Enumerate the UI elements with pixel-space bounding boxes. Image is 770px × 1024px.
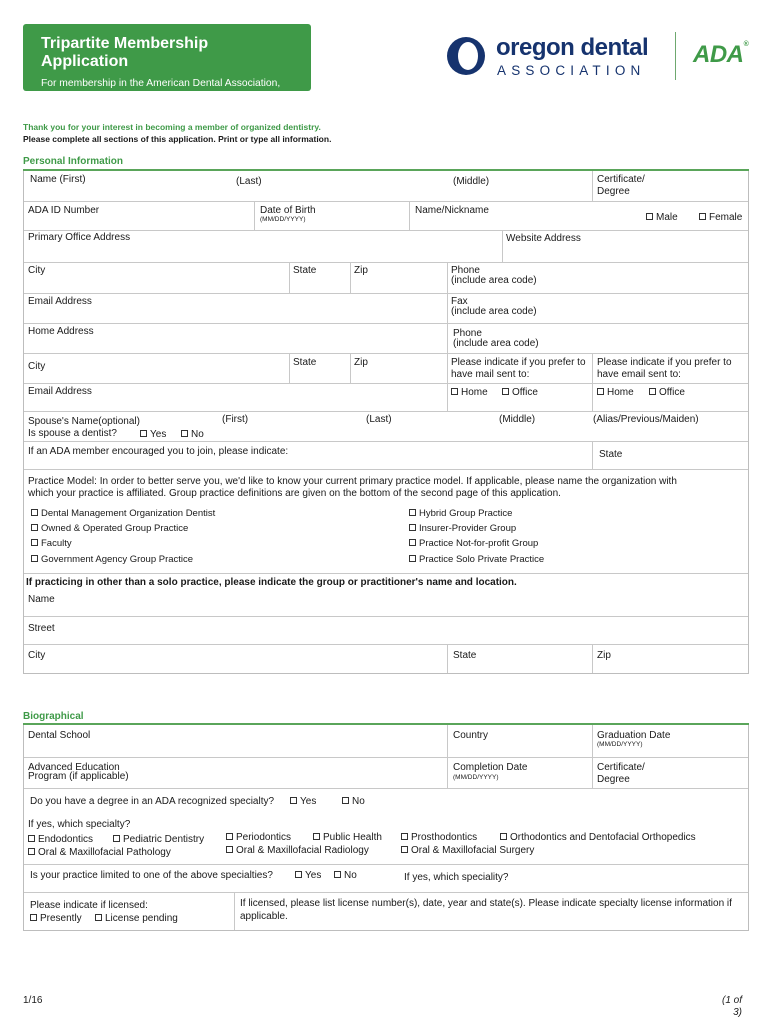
middle-name-label: (Middle) — [453, 176, 490, 187]
referral-label: If an ADA member encouraged you to join, please indicate: — [28, 446, 289, 457]
specialty-yes-option[interactable] — [290, 796, 316, 808]
which-speciality-label: If yes, which speciality? — [404, 872, 509, 883]
specialty-label: Oral & Maxillofacial Surgery — [411, 845, 535, 856]
oda-logo-icon — [446, 36, 486, 76]
specialty-label: Oral & Maxillofacial Radiology — [236, 845, 369, 856]
specialty-question: Do you have a degree in an ADA recognized specialty? — [30, 796, 275, 807]
mail-pref-options — [447, 384, 538, 411]
zip-label: Zip — [354, 265, 368, 276]
practice-option-government[interactable] — [31, 554, 193, 566]
fax-cell[interactable] — [447, 294, 537, 323]
form-code: 1/16 — [23, 995, 43, 1006]
practice-model-intro-2: which your practice is affiliated. Group practice definitions are given on the bottom of the second page of this application. — [28, 488, 561, 499]
dental-school-row[interactable] — [24, 725, 748, 757]
no-label: No — [191, 429, 204, 440]
limited-yes-option[interactable] — [295, 870, 321, 882]
yes-label: Yes — [305, 870, 322, 881]
specialty-label: Periodontics — [236, 832, 292, 843]
spec-orthodontics[interactable] — [500, 832, 696, 844]
subtitle-line: Oregon Dental Association and local dental societies — [41, 104, 281, 115]
group-name-label: Name — [28, 594, 55, 605]
checkbox-icon — [290, 797, 297, 804]
yes-label: Yes — [300, 796, 317, 807]
checkbox-icon — [31, 539, 38, 546]
header-banner — [23, 24, 311, 115]
state-label: State — [453, 650, 477, 661]
street-label: Street — [28, 623, 55, 634]
zip-label: Zip — [597, 650, 611, 661]
spouse-no-option[interactable] — [181, 429, 204, 441]
city-label: City — [28, 650, 46, 661]
ada-logo — [693, 41, 748, 69]
spec-pediatric[interactable] — [113, 834, 204, 846]
degree-label: Degree — [597, 774, 630, 785]
email-pref-cell — [592, 354, 732, 383]
practice-option-label: Insurer-Provider Group — [419, 523, 517, 534]
group-street-row[interactable] — [24, 616, 748, 644]
license-row[interactable] — [24, 892, 748, 930]
practice-option-dmo[interactable] — [31, 508, 215, 520]
office-address-row[interactable] — [24, 230, 748, 262]
practice-option-label: Practice Not-for-profit Group — [419, 538, 539, 549]
checkbox-icon — [28, 848, 35, 855]
home-label: Home — [461, 387, 488, 398]
practice-option-label: Government Agency Group Practice — [41, 554, 194, 565]
dob-cell[interactable] — [254, 202, 316, 230]
checkbox-icon — [181, 430, 188, 437]
checkbox-icon — [140, 430, 147, 437]
email-preference-label-2: have email sent to: — [597, 369, 681, 380]
biographical-form — [23, 725, 749, 931]
zip-cell[interactable] — [350, 354, 368, 383]
home-address-label: Home Address — [28, 326, 94, 337]
which-specialty-label: If yes, which specialty? — [28, 819, 131, 830]
page-number-line: (1 of — [722, 995, 743, 1006]
spec-periodontics[interactable] — [226, 832, 291, 844]
specialty-no-option[interactable] — [342, 796, 365, 808]
logo-divider — [675, 32, 676, 80]
checkbox-icon — [401, 846, 408, 853]
specialty-label: Prosthodontics — [411, 832, 478, 843]
spec-public-health[interactable] — [313, 832, 382, 844]
group-practice-instruction: If practicing in other than a solo practice, please indicate the group or practitioner's name and location. — [26, 577, 517, 588]
fax-label: Fax — [451, 296, 468, 307]
spec-endodontics[interactable] — [28, 834, 93, 846]
license-presently-option[interactable] — [30, 913, 82, 925]
intro-instructions: Please complete all sections of this application. Print or type all information. — [23, 134, 332, 144]
checkbox-icon — [597, 388, 604, 395]
checkbox-icon — [646, 213, 653, 220]
state-cell[interactable] — [289, 354, 317, 383]
male-label: Male — [656, 212, 678, 223]
degree-label: Degree — [597, 186, 630, 197]
advanced-education-row[interactable] — [24, 757, 748, 788]
spouse-middle-label: (Middle) — [499, 414, 536, 425]
practice-model-row — [24, 469, 748, 573]
page-number-line: 3) — [733, 1007, 743, 1018]
phone-label: Phone — [453, 328, 482, 339]
office-label: Office — [512, 387, 538, 398]
zip-cell[interactable] — [350, 263, 368, 293]
limited-practice-row — [24, 864, 748, 892]
home-address-row[interactable] — [24, 323, 748, 353]
website-cell[interactable] — [502, 231, 581, 262]
bio-certificate-cell[interactable] — [592, 758, 645, 788]
checkbox-icon — [28, 835, 35, 842]
referral-row[interactable] — [24, 441, 748, 469]
graduation-cell[interactable] — [592, 725, 671, 757]
intro-text — [23, 121, 331, 145]
license-list-cell[interactable] — [234, 893, 732, 930]
certificate-label: Certificate/ — [597, 762, 645, 773]
completion-cell[interactable] — [447, 758, 528, 788]
checkbox-icon — [31, 524, 38, 531]
practice-option-label: Dental Management Organization Dentist — [41, 508, 216, 519]
subtitle-line: For membership in the American Dental Association, the — [41, 78, 281, 102]
limited-practice-question: Is your practice limited to one of the above specialties? — [30, 870, 273, 881]
checkbox-icon — [409, 509, 416, 516]
practice-option-label: Hybrid Group Practice — [419, 508, 513, 519]
checkbox-icon — [409, 539, 416, 546]
ada-id-label: ADA ID Number — [28, 205, 100, 216]
advanced-education-label: Advanced Education — [28, 762, 120, 773]
spouse-row[interactable] — [24, 411, 748, 441]
mail-home-option[interactable] — [451, 387, 488, 399]
personal-info-form — [23, 171, 749, 674]
practice-option-solo[interactable] — [409, 554, 544, 566]
license-list-instruction-2: applicable. — [240, 911, 288, 922]
office-label: Office — [659, 387, 685, 398]
no-label: No — [352, 796, 365, 807]
female-label: Female — [709, 212, 743, 223]
specialty-label: Oral & Maxillofacial Pathology — [38, 847, 171, 858]
country-label: Country — [453, 730, 489, 741]
practice-option-owned[interactable] — [31, 523, 188, 535]
checkbox-icon — [502, 388, 509, 395]
checkbox-icon — [451, 388, 458, 395]
female-option[interactable] — [699, 212, 742, 224]
checkbox-icon — [31, 555, 38, 562]
specialty-label: Public Health — [323, 832, 382, 843]
ada-id-row[interactable] — [24, 201, 748, 230]
completion-date-label: Completion Date — [453, 762, 528, 773]
mail-office-option[interactable] — [502, 387, 538, 399]
name-row[interactable] — [24, 171, 748, 201]
checkbox-icon — [699, 213, 706, 220]
email-home-option[interactable] — [597, 387, 634, 399]
home-label: Home — [607, 387, 634, 398]
phone-cell[interactable] — [447, 263, 537, 293]
presently-label: Presently — [40, 913, 82, 924]
spouse-name-label: Spouse's Name(optional) — [28, 416, 140, 427]
practice-option-label: Practice Solo Private Practice — [419, 554, 545, 565]
limited-no-option[interactable] — [334, 870, 357, 882]
nickname-cell[interactable] — [409, 202, 489, 230]
practice-option-label: Owned & Operated Group Practice — [41, 523, 189, 534]
practice-option-hybrid[interactable] — [409, 508, 512, 520]
country-cell[interactable] — [447, 725, 489, 757]
specialty-label: Endodontics — [38, 834, 94, 845]
practice-option-insurer[interactable] — [409, 523, 516, 535]
mail-preference-label: Please indicate if you prefer to — [451, 357, 586, 368]
oda-logo-name: oregon dental — [496, 34, 649, 61]
certificate-label: Certificate/ — [597, 174, 645, 185]
checkbox-icon — [226, 833, 233, 840]
spec-oral-surgery[interactable] — [401, 845, 534, 857]
dob-label: Date of Birth — [260, 205, 316, 216]
home-email-row[interactable] — [24, 383, 748, 411]
checkbox-icon — [342, 797, 349, 804]
section-biographical-heading: Biographical — [23, 711, 84, 722]
spouse-dentist-label: Is spouse a dentist? — [28, 428, 117, 439]
area-code-hint: (include area code) — [453, 338, 539, 349]
licensed-label: Please indicate if licensed: — [30, 900, 148, 911]
oda-logo-association: ASSOCIATION — [497, 63, 646, 78]
referral-state-cell[interactable] — [592, 442, 623, 469]
state-cell[interactable] — [289, 263, 317, 293]
nickname-label: Name/Nickname — [415, 205, 489, 216]
zip-cell[interactable] — [592, 645, 611, 673]
practice-option-label: Faculty — [41, 538, 72, 549]
mail-preference-label-2: have mail sent to: — [451, 369, 530, 380]
checkbox-icon — [500, 833, 507, 840]
advanced-education-label-2: Program (if applicable) — [28, 771, 129, 782]
home-city-row[interactable] — [24, 353, 748, 383]
state-label: State — [293, 357, 317, 368]
male-option[interactable] — [646, 212, 678, 224]
checkbox-icon — [409, 524, 416, 531]
group-name-row[interactable] — [24, 573, 748, 616]
date-format: (MM/DD/YYYY) — [597, 741, 643, 748]
area-code-hint: (include area code) — [451, 275, 537, 286]
office-email-row[interactable] — [24, 293, 748, 323]
spec-prosthodontics[interactable] — [401, 832, 477, 844]
form-subtitle — [41, 77, 293, 116]
zip-label: Zip — [354, 357, 368, 368]
checkbox-icon — [226, 846, 233, 853]
checkbox-icon — [334, 871, 341, 878]
email-label: Email Address — [28, 296, 92, 307]
spouse-yes-option[interactable] — [140, 429, 166, 441]
first-name-label: Name (First) — [30, 174, 86, 185]
checkbox-icon — [409, 555, 416, 562]
practice-option-faculty[interactable] — [31, 538, 72, 550]
which-specialty-row — [24, 816, 748, 864]
email-preference-label: Please indicate if you prefer to — [597, 357, 732, 368]
ada-registered-mark: ® — [743, 41, 749, 48]
home-phone-cell[interactable] — [447, 324, 539, 353]
license-pending-option[interactable] — [95, 913, 178, 925]
checkbox-icon — [95, 914, 102, 921]
date-format: (MM/DD/YYYY) — [453, 774, 499, 781]
dental-school-label: Dental School — [28, 730, 91, 741]
spouse-first-label: (First) — [222, 414, 249, 425]
certificate-cell[interactable] — [592, 171, 645, 201]
dob-format: (MM/DD/YYYY) — [260, 216, 306, 223]
practice-option-nonprofit[interactable] — [409, 538, 538, 550]
last-name-label: (Last) — [236, 176, 262, 187]
form-title: Tripartite Membership Application — [41, 35, 209, 70]
office-city-row[interactable] — [24, 262, 748, 293]
group-city-row[interactable] — [24, 644, 748, 673]
state-label: State — [293, 265, 317, 276]
email-label: Email Address — [28, 386, 92, 397]
intro-thanks: Thank you for your interest in becoming a member of organized dentistry. — [23, 122, 321, 132]
phone-label: Phone — [451, 265, 480, 276]
email-pref-options — [592, 384, 685, 411]
checkbox-icon — [295, 871, 302, 878]
checkbox-icon — [649, 388, 656, 395]
section-personal-heading: Personal Information — [23, 156, 124, 167]
page-number — [722, 995, 742, 1019]
specialty-degree-row — [24, 788, 748, 816]
mail-pref-cell — [447, 354, 586, 383]
office-address-label: Primary Office Address — [28, 232, 131, 243]
ada-logo-text: ADA — [693, 41, 744, 68]
city-label: City — [28, 361, 46, 372]
checkbox-icon — [31, 509, 38, 516]
specialty-label: Pediatric Dentistry — [123, 834, 205, 845]
graduation-date-label: Graduation Date — [597, 730, 671, 741]
state-label: State — [599, 449, 623, 460]
pending-label: License pending — [105, 913, 178, 924]
website-label: Website Address — [506, 233, 581, 244]
spec-oral-pathology[interactable] — [28, 847, 171, 859]
yes-label: Yes — [150, 429, 167, 440]
area-code-hint: (include area code) — [451, 306, 537, 317]
checkbox-icon — [113, 835, 120, 842]
checkbox-icon — [401, 833, 408, 840]
state-cell[interactable] — [447, 645, 477, 673]
email-office-option[interactable] — [649, 387, 685, 399]
spouse-alias-label: (Alias/Previous/Maiden) — [593, 414, 699, 425]
no-label: No — [344, 870, 357, 881]
checkbox-icon — [30, 914, 37, 921]
city-label: City — [28, 265, 46, 276]
spec-oral-radiology[interactable] — [226, 845, 369, 857]
license-list-instruction: If licensed, please list license number(s), date, year and state(s). Please indicate specialty license information if — [240, 898, 732, 909]
spouse-last-label: (Last) — [366, 414, 392, 425]
checkbox-icon — [313, 833, 320, 840]
specialty-label: Orthodontics and Dentofacial Orthopedics — [510, 832, 696, 843]
practice-model-intro: Practice Model: In order to better serve you, we'd like to know your current primary practice model. If applicable, please name the organization with — [28, 476, 677, 487]
